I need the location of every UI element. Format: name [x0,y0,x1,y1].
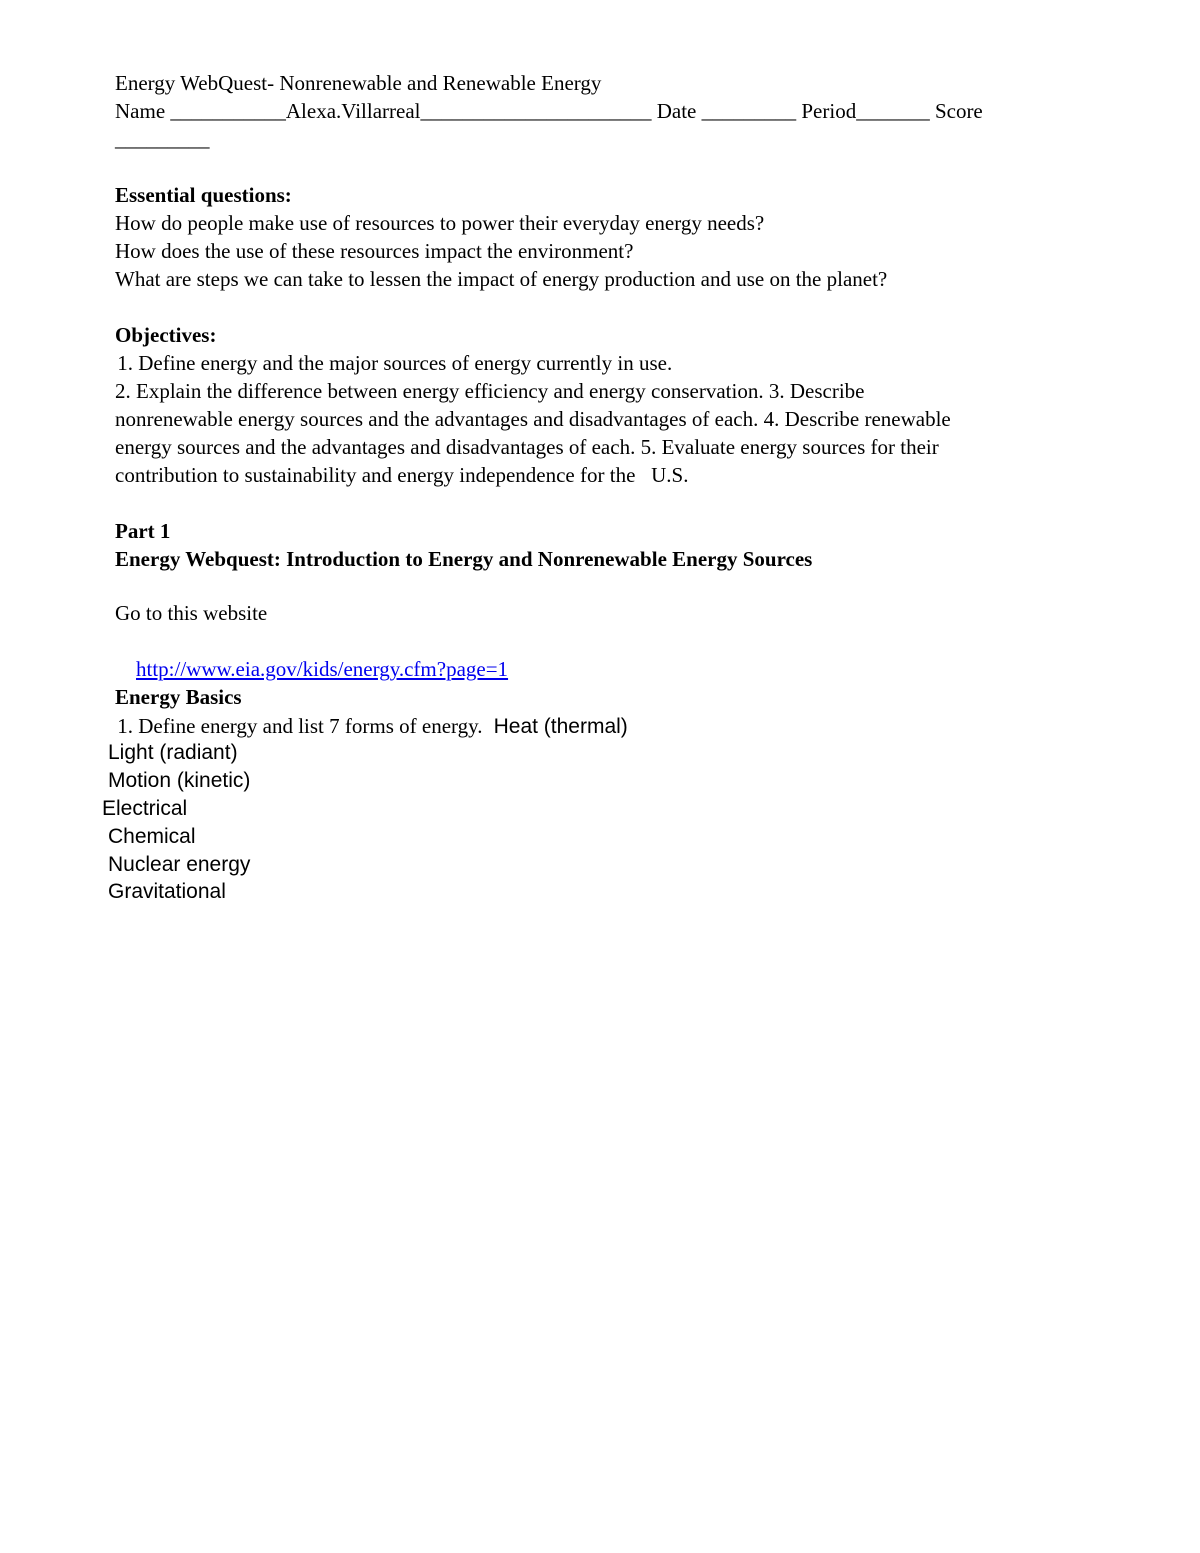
website-instruction: Go to this website [115,601,268,625]
answer-chemical: Chemical [108,825,196,848]
answer-light: Light (radiant) [108,741,238,764]
answer-nuclear: Nuclear energy [108,853,251,876]
objective-line-3: nonrenewable energy sources and the advantages and disadvantages of each. 4. Describe renewable [115,407,951,431]
document-title: Energy WebQuest- Nonrenewable and Renewable Energy [115,71,602,95]
essential-question-2: How does the use of these resources impact the environment? [115,239,634,263]
question-1-text: 1. Define energy and list 7 forms of energy. [112,714,488,738]
objectives-heading: Objectives: [115,323,217,347]
name-date-period-score-line: Name ___________Alexa.Villarreal______________________ Date _________ Period_______ Score [115,99,983,123]
objective-line-4: energy sources and the advantages and disadvantages of each. 5. Evaluate energy sources for their [115,435,939,459]
answer-electrical: Electrical [102,797,188,820]
answer-heat: Heat (thermal) [487,715,628,738]
part-1-label: Part 1 [115,519,171,543]
objective-line-1: 1. Define energy and the major sources of energy currently in use. [112,351,673,375]
essential-question-3: What are steps we can take to lessen the impact of energy production and use on the planet? [115,267,888,291]
question-1-line [112,712,628,741]
essential-question-1: How do people make use of resources to power their everyday energy needs? [115,211,765,235]
objective-line-2: 2. Explain the difference between energy efficiency and energy conservation. 3. Describe [115,379,865,403]
essential-questions-heading: Essential questions: [115,183,292,207]
objective-line-5: contribution to sustainability and energy independence for the U.S. [115,463,689,487]
answer-gravitational: Gravitational [108,880,226,903]
energy-basics-heading: Energy Basics [115,685,242,709]
answer-motion: Motion (kinetic) [108,769,251,792]
score-blank: _________ [115,127,210,151]
part-1-title: Energy Webquest: Introduction to Energy and Nonrenewable Energy Sources [115,547,813,571]
energy-website-link[interactable]: http://www.eia.gov/kids/energy.cfm?page=1 [136,657,509,681]
